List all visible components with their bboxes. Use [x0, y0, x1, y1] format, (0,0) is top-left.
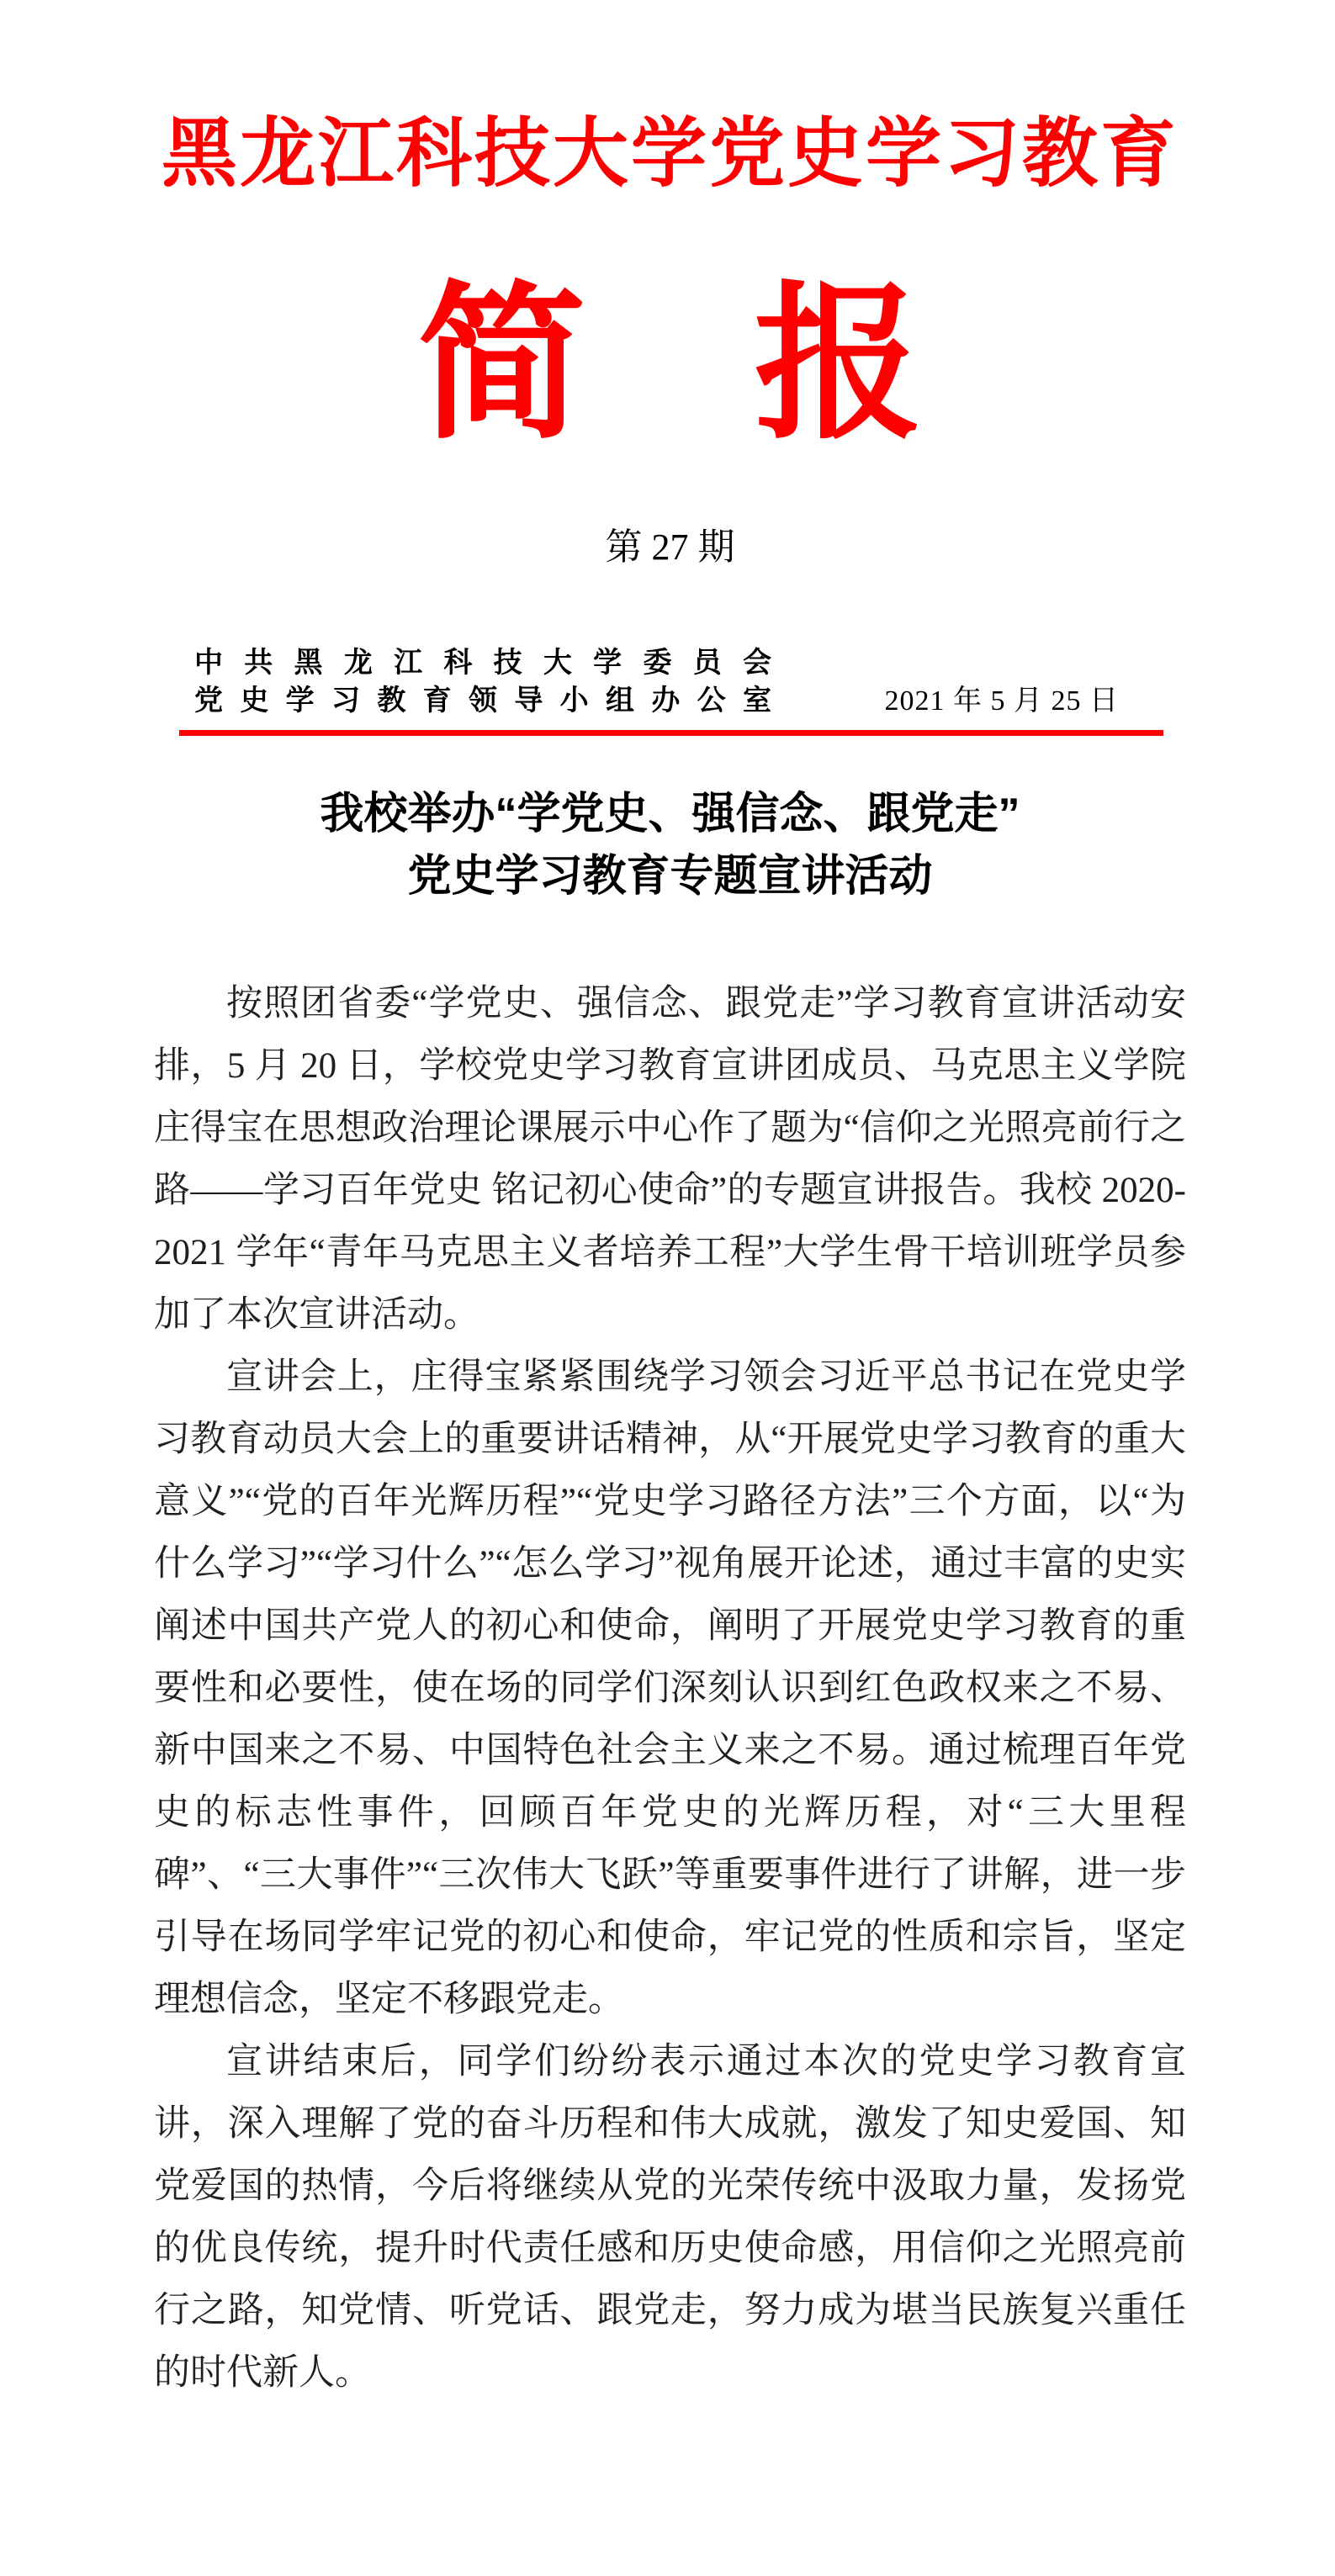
article-paragraph-1: 按照团省委“学党史、强信念、跟党走”学习教育宣讲活动安排，5 月 20 日，学校党史学习教育宣讲团成员、马克思主义学院庄得宝在思想政治理论课展示中心作了题为“信仰之光照亮前行之路——学习百年党史 铭记初心使命”的专题宣讲报告。我校 2020-2021 学年“青年马克思主义者培养工程”大学生骨干培训班学员参加了本次宣讲活动。: [154, 984, 1186, 1335]
issue-number: 第 27 期: [605, 526, 735, 568]
issuer-line-1: 中共黑龙江科技大学委员会: [194, 647, 771, 679]
article-paragraph-2: 宣讲会上，庄得宝紧紧围绕学习领会习近平总书记在党史学习教育动员大会上的重要讲话精神，从“开展党史学习教育的重大意义”“党的百年光辉历程”“党史学习路径方法”三个方面，以“为什么学习”“学习什么”“怎么学习”视角展开论述，通过丰富的史实阐述中国共产党人的初心和使命，阐明了开展党史学习教育的重要性和必要性，使在场的同学们深刻认识到红色政权来之不易、新中国来之不易、中国特色社会主义来之不易。通过梳理百年党史的标志性事件，回顾百年党史的光辉历程，对“三大里程碑”、“三大事件”“三次伟大飞跃”等重要事件进行了讲解，进一步引导在场同学牢记党的初心和使命，牢记党的性质和宗旨，坚定理想信念，坚定不移跟党走。: [154, 1357, 1186, 2019]
issue-date: 2021 年 5 月 25 日: [884, 685, 1119, 717]
masthead-org-title: 黑龙江科技大学党史学习教育: [162, 113, 1179, 196]
article: [154, 783, 1186, 2404]
article-title-line-1: 我校举办“学党史、强信念、跟党走”: [320, 790, 1020, 838]
masthead-bulletin-title: 简 报: [417, 271, 923, 458]
issuer-lines: [194, 644, 771, 720]
article-body: [154, 973, 1186, 2404]
article-title-line-2: 党史学习教育专题宣讲活动: [407, 852, 933, 901]
red-divider-rule: [179, 730, 1163, 736]
article-title: [154, 783, 1186, 907]
article-paragraph-3: 宣讲结束后，同学们纷纷表示通过本次的党史学习教育宣讲，深入理解了党的奋斗历程和伟大成就，激发了知史爱国、知党爱国的热情，今后将继续从党的光荣传统中汲取力量，发扬党的优良传统，提升时代责任感和历史使命感，用信仰之光照亮前行之路，知党情、听党话、跟党走，努力成为堪当民族复兴重任的时代新人。: [154, 2042, 1186, 2393]
issuer-line-2: 党史学习教育领导小组办公室: [194, 685, 771, 717]
masthead: [154, 108, 1186, 572]
issuer-block: [154, 644, 1186, 720]
